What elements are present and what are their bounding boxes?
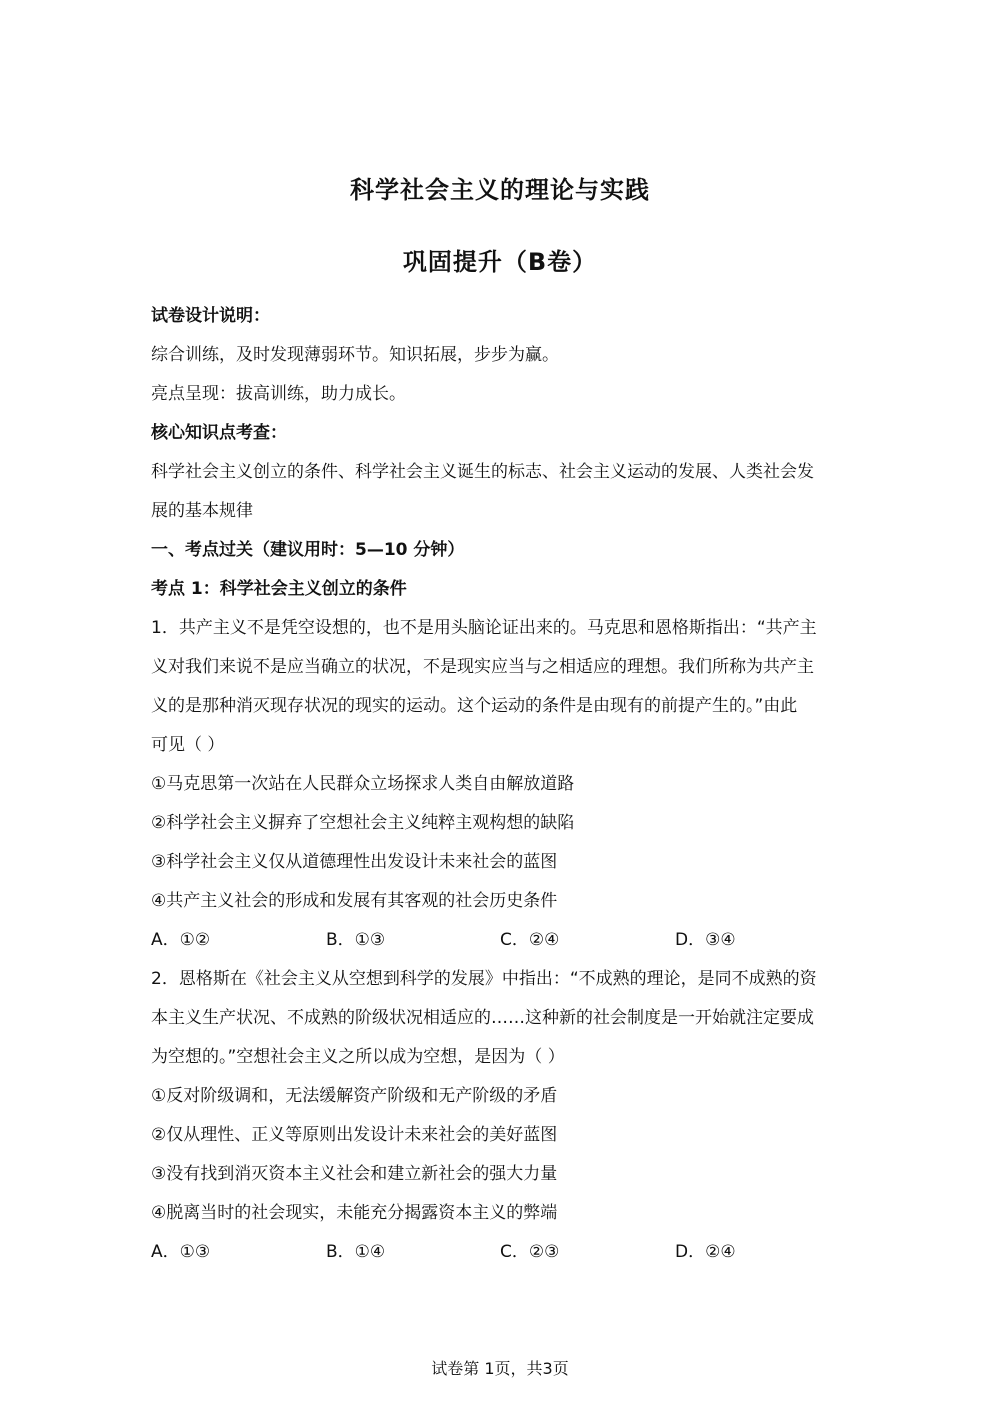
q1-item: ②科学社会主义摒弃了空想社会主义纯粹主观构想的缺陷 <box>151 813 575 833</box>
q1-option-d[interactable]: D．③④ <box>675 930 736 950</box>
q1-stem-line: 义对我们来说不是应当确立的状况，不是现实应当与之相适应的理想。我们所称为共产主 <box>151 657 814 677</box>
page-footer: 试卷第 1页，共3页 <box>431 1359 569 1378</box>
q2-item: ③没有找到消灭资本主义社会和建立新社会的强大力量 <box>151 1164 558 1184</box>
q1-option-c[interactable]: C．②④ <box>500 930 560 950</box>
q2-option-d[interactable]: D．②④ <box>675 1242 736 1262</box>
q1-stem-line: 可见（ ） <box>151 735 225 755</box>
design-heading: 试卷设计说明： <box>151 306 270 326</box>
q1-item: ①马克思第一次站在人民群众立场探求人类自由解放道路 <box>151 774 575 794</box>
q2-item: ④脱离当时的社会现实，未能充分揭露资本主义的弊端 <box>151 1203 558 1223</box>
core-line-2: 展的基本规律 <box>151 501 253 521</box>
design-line-1: 综合训练，及时发现薄弱环节。知识拓展，步步为赢。 <box>151 345 559 365</box>
q2-option-b[interactable]: B．①④ <box>326 1242 386 1262</box>
q1-stem-line: 1．共产主义不是凭空设想的，也不是用头脑论证出来的。马克思和恩格斯指出：“共产主 <box>151 618 817 638</box>
q2-option-c[interactable]: C．②③ <box>500 1242 560 1262</box>
q2-stem-line: 2．恩格斯在《社会主义从空想到科学的发展》中指出：“不成熟的理论，是同不成熟的资 <box>151 969 817 989</box>
q1-option-b[interactable]: B．①③ <box>326 930 386 950</box>
q1-item: ④共产主义社会的形成和发展有其客观的社会历史条件 <box>151 891 558 911</box>
q1-item: ③科学社会主义仅从道德理性出发设计未来社会的蓝图 <box>151 852 558 872</box>
q2-stem-line: 本主义生产状况、不成熟的阶级状况相适应的……这种新的社会制度是一开始就注定要成 <box>151 1008 814 1028</box>
q1-option-a[interactable]: A．①② <box>151 930 211 950</box>
document-subtitle: 巩固提升（B卷） <box>402 248 598 276</box>
point-heading: 考点 1：科学社会主义创立的条件 <box>151 579 407 599</box>
q2-option-a[interactable]: A．①③ <box>151 1242 211 1262</box>
q2-item: ①反对阶级调和，无法缓解资产阶级和无产阶级的矛盾 <box>151 1086 558 1106</box>
q1-stem-line: 义的是那种消灭现存状况的现实的运动。这个运动的条件是由现有的前提产生的。”由此 <box>151 696 798 716</box>
document-title: 科学社会主义的理论与实践 <box>350 176 650 204</box>
core-line-1: 科学社会主义创立的条件、科学社会主义诞生的标志、社会主义运动的发展、人类社会发 <box>151 462 814 482</box>
q2-item: ②仅从理性、正义等原则出发设计未来社会的美好蓝图 <box>151 1125 558 1145</box>
q2-stem-line: 为空想的。”空想社会主义之所以成为空想，是因为（ ） <box>151 1047 565 1067</box>
core-heading: 核心知识点考查： <box>151 423 287 443</box>
design-line-2: 亮点呈现：拔高训练，助力成长。 <box>151 384 406 404</box>
section-heading: 一、考点过关（建议用时：5—10 分钟） <box>151 540 465 560</box>
